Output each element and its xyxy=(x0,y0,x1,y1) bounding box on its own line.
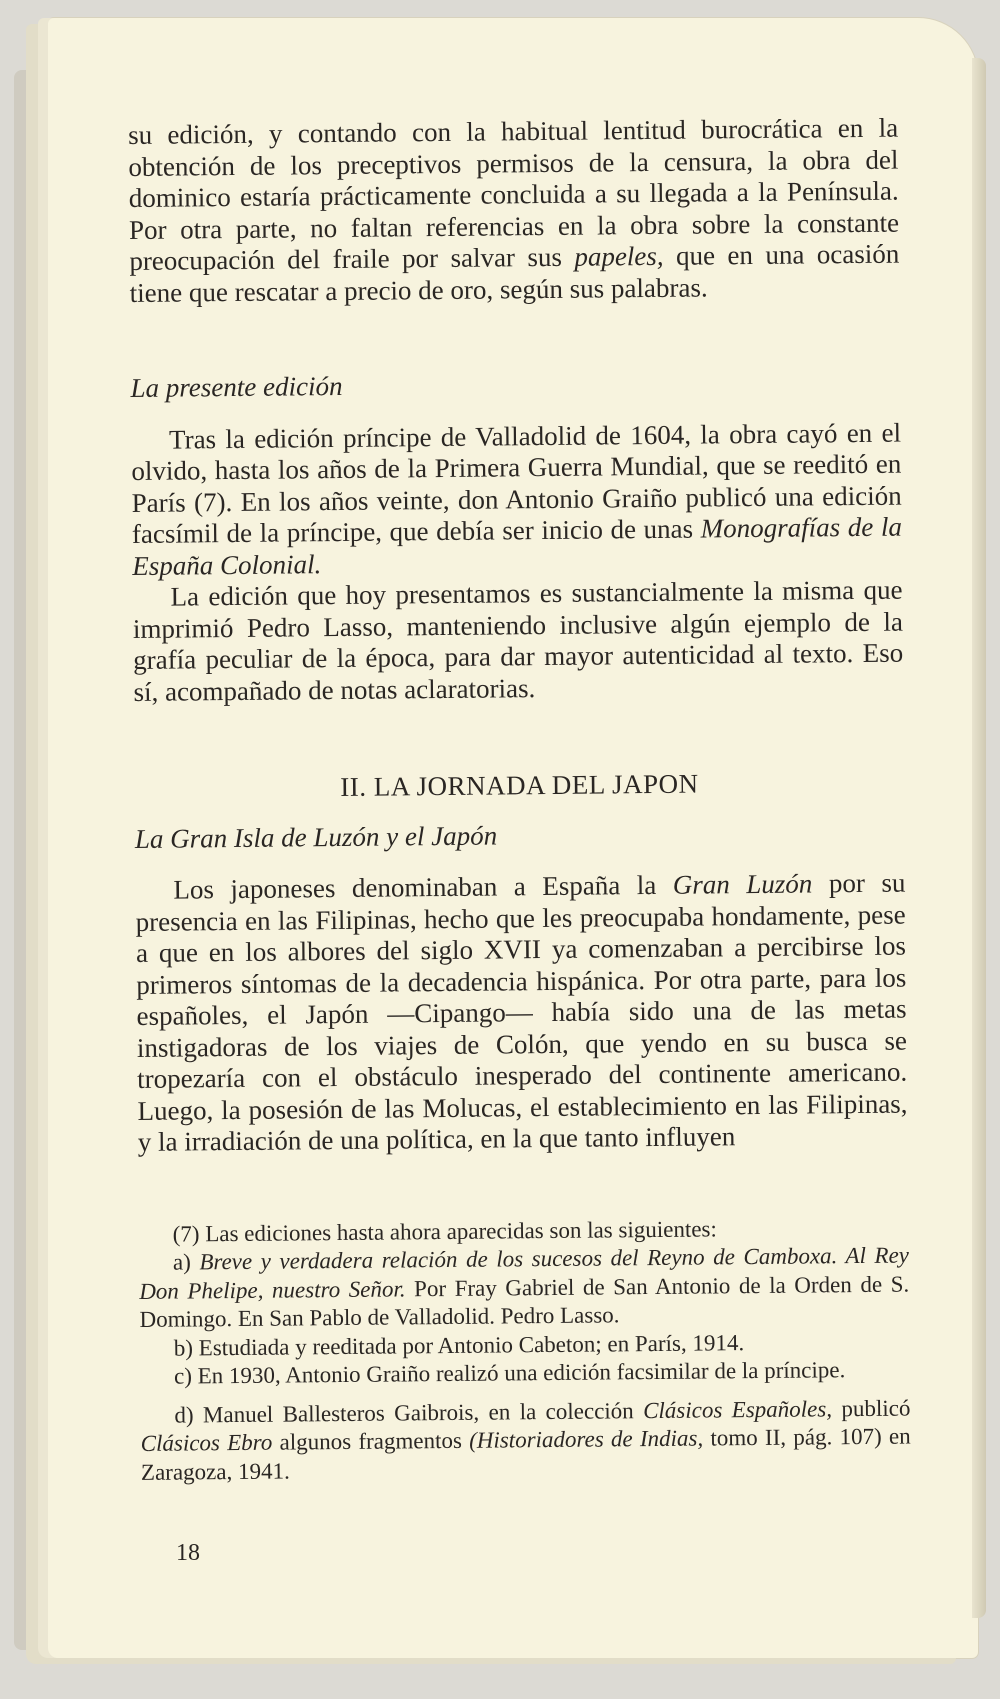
footnote-item-d: d) Manuel Ballesteros Gaibrois, en la colección Clásicos Españoles, publicó Clásicos Ebro algunos fragmentos (Historiadores de Indias, tomo II, pág. 107) en Zaragoza, 1941. xyxy=(140,1395,911,1485)
footnote-item-b: b) Estudiada y reeditada por Antonio Cabeton; en París, 1914. xyxy=(173,1329,745,1361)
paragraph-2: Tras la edición príncipe de Valladolid de 1604, la obra cayó en el olvido, hasta los años de la Primera Guerra Mundial, que se reeditó en París (7). En los años veinte, don Antonio Graiño publicó una edición facsímil de la príncipe, que debía ser inicio de unas Monografías de la España Colonial. xyxy=(131,417,903,581)
section-title-gran-isla: La Gran Isla de Luzón y el Japón xyxy=(134,819,498,854)
footnote-item-c: c) En 1930, Antonio Graiño realizó una edición facsimilar de la príncipe. xyxy=(173,1357,846,1389)
footnote-item-a: a) Breve y verdadera relación de los sucesos del Reyno de Camboxa. Al Rey Don Phelipe, nuestro Señor. Por Fray Gabriel de San Antonio de la Orden de S. Domingo. En San Pablo de Valladolid. Pedro Lasso. xyxy=(139,1242,910,1332)
page-content xyxy=(128,113,911,1487)
paragraph-3: La edición que hoy presentamos es sustancialmente la misma que imprimió Pedro Lasso, manteniendo inclusive algún ejemplo de la grafía peculiar de la época, para dar mayor autenticidad al texto. Eso sí, acompañado de notas aclaratorias. xyxy=(132,574,904,707)
page-number: 18 xyxy=(176,1540,200,1566)
paragraph-4: Los japoneses denominaban a España la Gran Luzón por su presencia en las Filipinas, hecho que les preocupaba hondamente, pese a que en los albores del siglo XVII ya comenzaban a percibirse los primeros síntomas de la decadencia hispánica. Por otra parte, para los españoles, el Japón —Cipango— había sido una de las metas instigadoras de los viajes de Colón, que yendo en su busca se tropezaría con el obstáculo inesperado del continente americano. Luego, la posesión de las Molucas, el establecimiento en las Filipinas, y la irradiación de una política, en la que tanto influyen xyxy=(135,867,908,1157)
paragraph-1: su edición, y contando con la habitual lentitud burocrática en la obtención de los preceptivos permisos de la censura, la obra del dominico estaría prácticamente concluida a su llegada a la Península. Por otra parte, no faltan referencias en la obra sobre la constante preocupación del fraile por salvar sus papeles, que en una ocasión tiene que rescatar a precio de oro, según sus palabras. xyxy=(128,112,900,308)
section-title-presente-edicion: La presente edición xyxy=(130,370,343,403)
footnote-7-intro: (7) Las ediciones hasta ahora aparecidas son las siguientes: xyxy=(172,1215,717,1247)
chapter-title: II. LA JORNADA DEL JAPON xyxy=(340,768,699,802)
footnotes xyxy=(139,1213,912,1487)
